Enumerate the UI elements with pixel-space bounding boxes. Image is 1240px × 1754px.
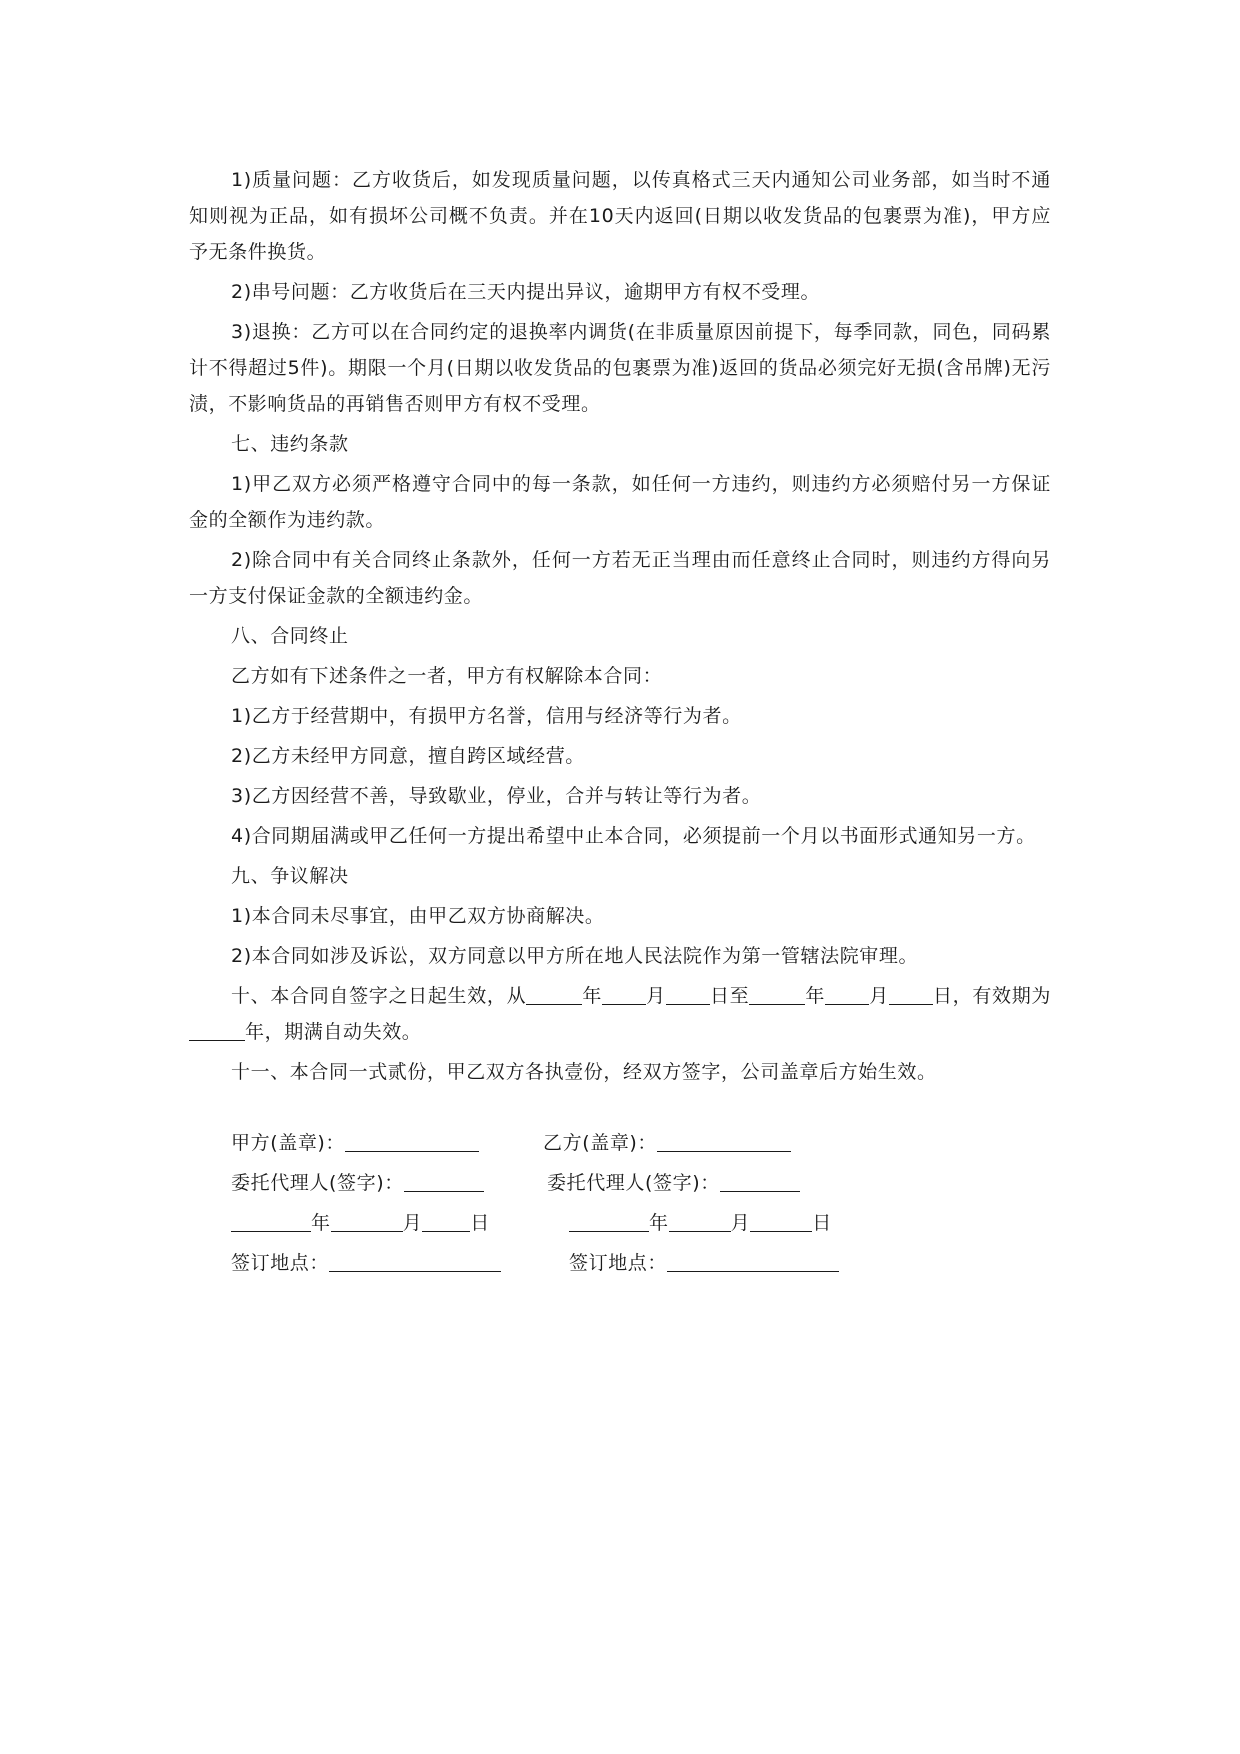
month-label: 月 (869, 985, 889, 1007)
party-a-day-field[interactable] (422, 1211, 470, 1232)
day-label: 日， (932, 985, 973, 1007)
clause-breach-2: 2)除合同中有关合同终止条款外，任何一方若无正当理由而任意终止合同时，则违约方得向另一方支付保证金款的全额违约金。 (189, 549, 1051, 607)
party-a-agent-field[interactable] (404, 1171, 484, 1192)
year-label: 年 (805, 985, 826, 1007)
termination-item-4: 4)合同期届满或甲乙任何一方提出希望中止本合同，必须提前一个月以书面形式通知另一方。 (231, 825, 1036, 847)
party-b-seal (543, 1125, 791, 1161)
end-day-field[interactable] (889, 984, 933, 1005)
day-label: 日 (812, 1212, 832, 1234)
termination-item-1: 1)乙方于经营期中，有损甲方名誉，信用与经济等行为者。 (231, 705, 742, 727)
clause-breach-1: 1)甲乙双方必须严格遵守合同中的每一条款，如任何一方违约，则违约方必须赔付另一方保证金的全额作为违约款。 (189, 473, 1051, 531)
section-heading-termination: 八、合同终止 (231, 625, 349, 647)
party-b-place-label: 签订地点： (569, 1252, 668, 1274)
party-b-day-field[interactable] (750, 1211, 812, 1232)
month-label: 月 (402, 1212, 423, 1234)
dispute-item-2: 2)本合同如涉及诉讼，双方同意以甲方所在地人民法院作为第一管辖法院审理。 (231, 945, 919, 967)
day-label: 日 (470, 1212, 490, 1234)
party-b-month-field[interactable] (669, 1211, 731, 1232)
contract-body (189, 162, 1051, 1094)
party-a-place (231, 1245, 501, 1281)
start-year-field[interactable] (526, 984, 582, 1005)
clause-return-exchange: 3)退换：乙方可以在合同约定的退换率内调货(在非质量原因前提下，每季同款，同色，同码累计不得超过5件)。期限一个月(日期以收发货品的包裹票为准)返回的货品必须完好无损(含吊牌)无污渍，不影响货品的再销售否则甲方有权不受理。 (189, 321, 1051, 415)
agent-row (231, 1165, 1051, 1205)
party-a-seal-label: 甲方(盖章)： (231, 1132, 346, 1154)
party-a-month-field[interactable] (331, 1211, 403, 1232)
validity-years-field[interactable] (189, 1020, 245, 1041)
party-a-seal (231, 1125, 479, 1161)
end-month-field[interactable] (825, 984, 869, 1005)
start-month-field[interactable] (602, 984, 646, 1005)
day-to-label: 日至 (709, 985, 750, 1007)
seal-row (231, 1125, 1051, 1165)
validity-label: 有效期为 (972, 985, 1052, 1007)
effective-text-start: 十、本合同自签字之日起生效，从 (231, 985, 527, 1007)
party-b-agent-label: 委托代理人(签字)： (547, 1172, 720, 1194)
party-a-place-field[interactable] (329, 1251, 501, 1272)
clause-quality-issue: 1)质量问题：乙方收货后，如发现质量问题，以传真格式三天内通知公司业务部，如当时不通知则视为正品，如有损坏公司概不负责。并在10天内返回(日期以收发货品的包裹票为准)，甲方应予无条件换货。 (189, 169, 1051, 263)
party-b-seal-field[interactable] (657, 1131, 791, 1152)
clause-effective-period (189, 978, 1051, 1050)
place-row (231, 1245, 1051, 1285)
party-a-agent-label: 委托代理人(签字)： (231, 1172, 404, 1194)
party-b-date (569, 1205, 832, 1241)
clause-serial-issue: 2)串号问题：乙方收货后在三天内提出异议，逾期甲方有权不受理。 (231, 281, 821, 303)
year-label: 年 (582, 985, 603, 1007)
party-b-seal-label: 乙方(盖章)： (543, 1132, 658, 1154)
party-b-agent-field[interactable] (720, 1171, 800, 1192)
signature-block (231, 1125, 1051, 1285)
party-a-place-label: 签订地点： (231, 1252, 330, 1274)
party-a-date (231, 1205, 490, 1241)
start-day-field[interactable] (666, 984, 710, 1005)
validity-suffix: 年，期满自动失效。 (245, 1021, 422, 1043)
party-b-year-field[interactable] (569, 1211, 649, 1232)
termination-intro: 乙方如有下述条件之一者，甲方有权解除本合同： (231, 665, 663, 687)
party-a-agent (231, 1165, 484, 1201)
year-label: 年 (311, 1212, 331, 1234)
party-b-place-field[interactable] (667, 1251, 839, 1272)
party-a-year-field[interactable] (231, 1211, 311, 1232)
end-year-field[interactable] (749, 984, 805, 1005)
month-label: 月 (730, 1212, 751, 1234)
month-label: 月 (646, 985, 666, 1007)
year-label: 年 (649, 1212, 669, 1234)
dispute-item-1: 1)本合同未尽事宜，由甲乙双方协商解决。 (231, 905, 605, 927)
termination-item-3: 3)乙方因经营不善，导致歇业，停业，合并与转让等行为者。 (231, 785, 762, 807)
clause-copies: 十一、本合同一式贰份，甲乙双方各执壹份，经双方签字，公司盖章后方始生效。 (231, 1061, 937, 1083)
party-b-place (569, 1245, 839, 1281)
party-b-agent (547, 1165, 800, 1201)
termination-item-2: 2)乙方未经甲方同意，擅自跨区域经营。 (231, 745, 585, 767)
section-heading-dispute: 九、争议解决 (231, 865, 349, 887)
date-row (231, 1205, 1051, 1245)
section-heading-breach: 七、违约条款 (231, 433, 349, 455)
party-a-seal-field[interactable] (345, 1131, 479, 1152)
